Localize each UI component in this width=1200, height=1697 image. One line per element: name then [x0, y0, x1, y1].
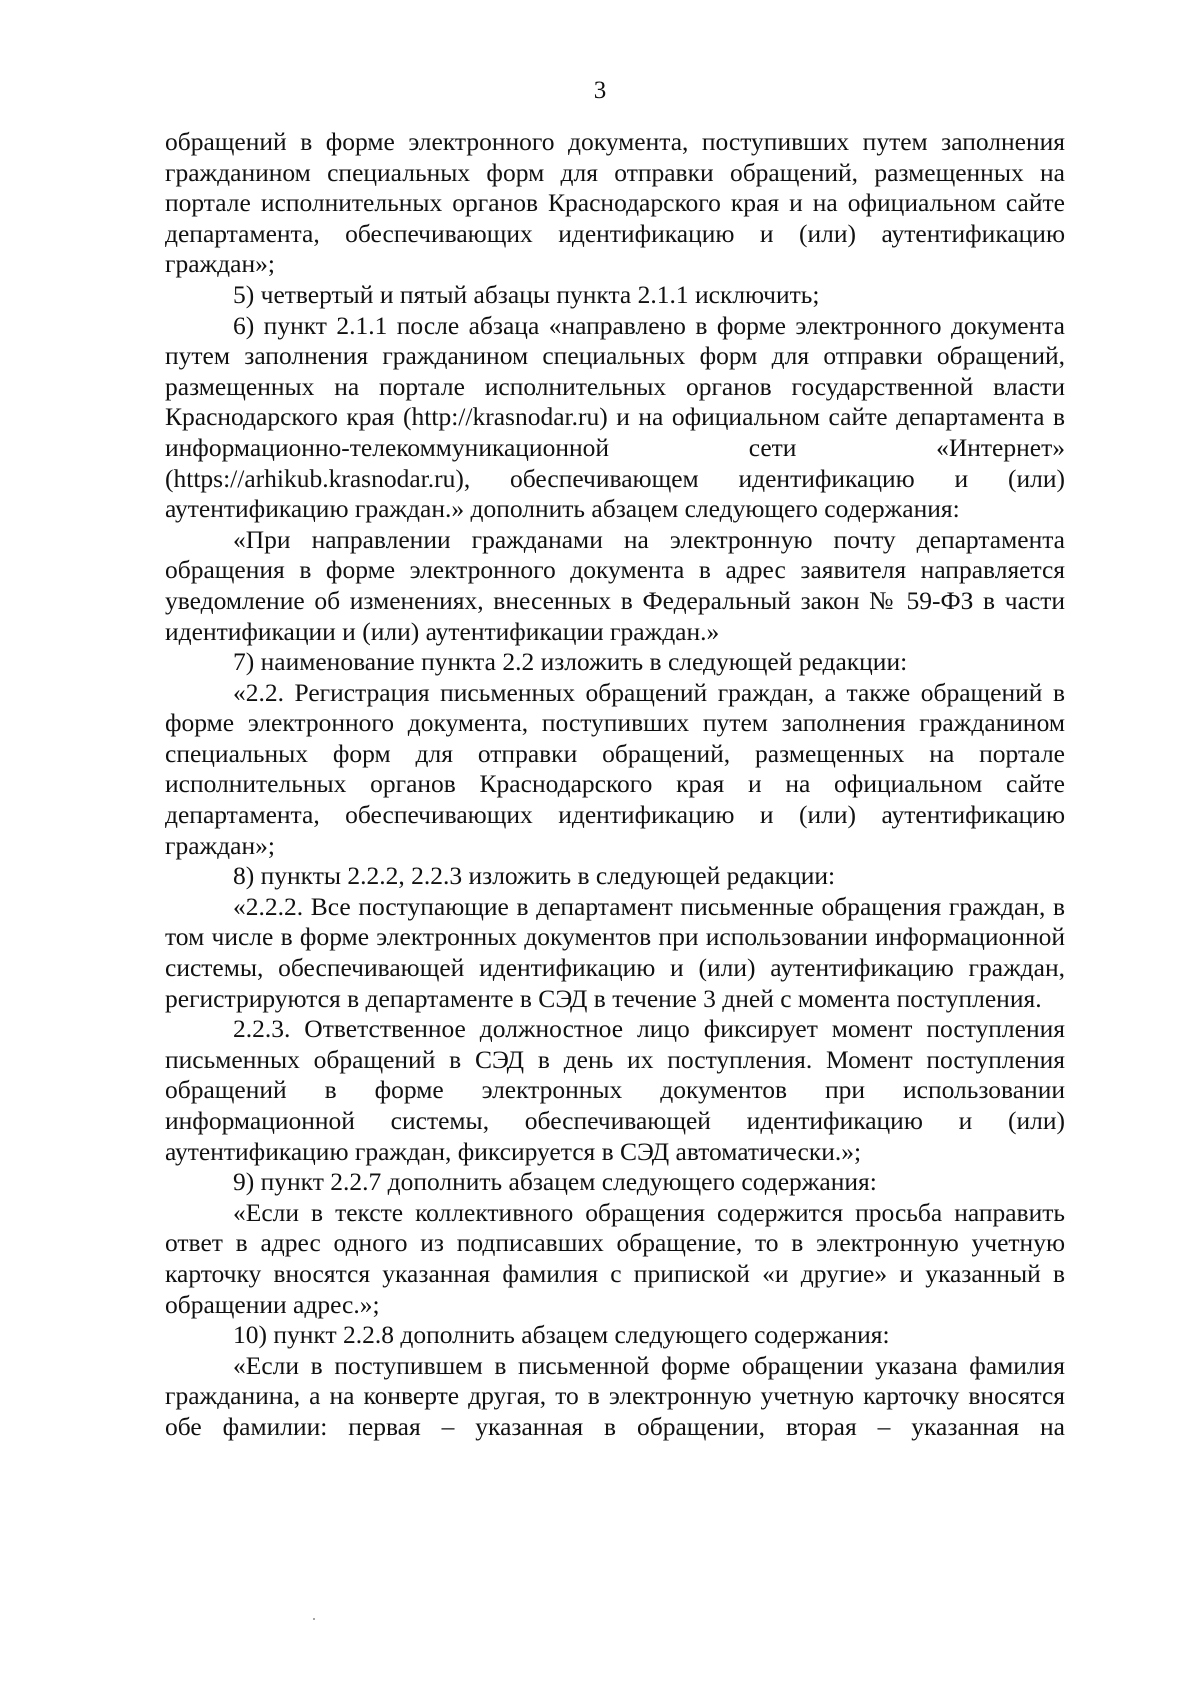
- document-body: [165, 127, 1065, 1443]
- scan-speck: [313, 1618, 315, 1620]
- page-number: 3: [593, 77, 607, 104]
- paragraph-quote-surname: «Если в поступившем в письменной форме обращении указана фамилия гражданина, а на конверте другая, то в электронную учетную карточку вносятся обе фамилии: первая – указанная в обращении, вторая – указанная на: [165, 1350, 1065, 1441]
- paragraph-quote-email: «При направлении гражданами на электронную почту департамента обращения в форме электронного документа в адрес заявителя направляется уведомление об изменениях, внесенных в Федеральный закон № 59-ФЗ в части идентификации и (или) аутентификации граждан.»: [165, 524, 1065, 646]
- paragraph-item-5: 5) четвертый и пятый абзацы пункта 2.1.1 исключить;: [233, 279, 820, 309]
- paragraph-quote-2-2-2: «2.2.2. Все поступающие в департамент письменные обращения граждан, в том числе в форме электронных документов при использовании информационной системы, обеспечивающей идентификацию и (или) аутентификацию граждан, регистрируются в департаменте в СЭД в течение 3 дней с момента поступления.: [165, 891, 1065, 1013]
- paragraph-quote-2-2: «2.2. Регистрация письменных обращений граждан, а также обращений в форме электронного документа, поступивших путем заполнения гражданином специальных форм для отправки обращений, размещенных на портале исполнительных органов Краснодарского края и на официальном сайте департамента, обеспечивающих идентификацию и (или) аутентификацию граждан»;: [165, 677, 1065, 860]
- paragraph-quote-collective: «Если в тексте коллективного обращения содержится просьба направить ответ в адрес одного из подписавших обращение, то в электронную учетную карточку вносятся указанная фамилия с припиской «и другие» и указанный в обращении адрес.»;: [165, 1197, 1065, 1319]
- paragraph-2-2-3: 2.2.3. Ответственное должностное лицо фиксирует момент поступления письменных обращений в СЭД в день их поступления. Момент поступления обращений в форме электронных документов при использовании информационной системы, обеспечивающей идентификацию и (или) аутентификацию граждан, фиксируется в СЭД автоматически.»;: [165, 1014, 1065, 1166]
- paragraph-continuation: обращений в форме электронного документа, поступивших путем заполнения гражданином специальных форм для отправки обращений, размещенных на портале исполнительных органов Краснодарского края и на официальном сайте департамента, обеспечивающих идентификацию и (или) аутентификацию граждан»;: [165, 127, 1065, 279]
- paragraph-item-8: 8) пункты 2.2.2, 2.2.3 изложить в следующей редакции:: [233, 861, 836, 891]
- paragraph-item-9: 9) пункт 2.2.7 дополнить абзацем следующего содержания:: [233, 1167, 877, 1197]
- paragraph-item-10: 10) пункт 2.2.8 дополнить абзацем следующего содержания:: [233, 1320, 890, 1350]
- paragraph-item-6: 6) пункт 2.1.1 после абзаца «направлено в форме электронного документа путем заполнения гражданином специальных форм для отправки обращений, размещенных на портале исполнительных органов государственной власти Краснодарского края (http://krasnodar.ru) и на официальном сайте департамента в информационно-телекоммуникационной сети «Интернет» (https://arhikub.krasnodar.ru), обеспечивающем идентификацию и (или) аутентификацию граждан.» дополнить абзацем следующего содержания:: [165, 310, 1065, 524]
- paragraph-item-7: 7) наименование пункта 2.2 изложить в следующей редакции:: [233, 647, 908, 677]
